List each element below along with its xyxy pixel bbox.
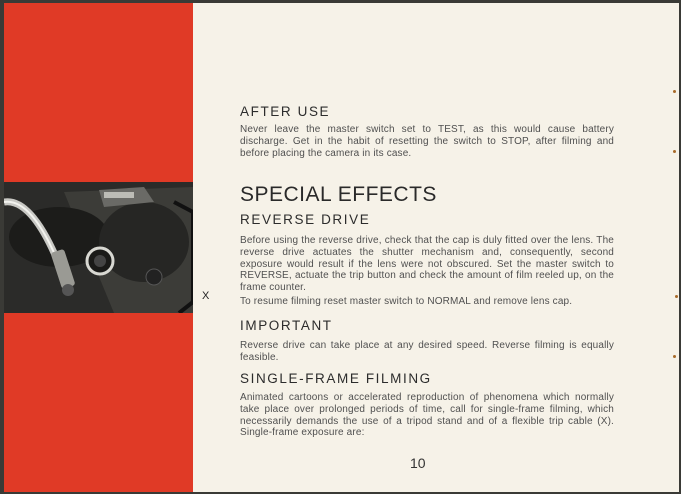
margin-mark [673, 150, 676, 153]
heading-important: IMPORTANT [240, 318, 333, 333]
camera-photo [4, 182, 193, 313]
heading-after-use: AFTER USE [240, 104, 331, 119]
margin-mark [675, 295, 678, 298]
paragraph-single-frame: Animated cartoons or accelerated reproduction of phenomena which normally take place over prolonged periods of time, call for single-frame filming, which necessarily demands the use of a tripod stand and of a flexible trip cable (X). Single-frame exposure are: [240, 392, 614, 439]
heading-single-frame: SINGLE-FRAME FILMING [240, 371, 432, 386]
margin-mark [673, 355, 676, 358]
heading-reverse-drive: REVERSE DRIVE [240, 212, 371, 227]
margin-mark [673, 90, 676, 93]
paragraph-important: Reverse drive can take place at any desired speed. Reverse filming is equally feasible. [240, 340, 614, 363]
paragraph-resume-filming: To resume filming reset master switch to NORMAL and remove lens cap. [240, 296, 573, 307]
paragraph-after-use: Never leave the master switch set to TEST, as this would cause battery discharge. Get in the habit of resetting the switch to STOP, after filming and before placing the camera in its case. [240, 124, 614, 159]
figure-marker: X [202, 290, 210, 302]
paragraph-reverse-drive: Before using the reverse drive, check that the cap is duly fitted over the lens. The reverse drive actuates the shutter mechanism and, consequently, second exposure would result if the lens were not obscured. Set the master switch to REVERSE, actuate the trip button and check the amount of film reeled up, on the frame counter. [240, 235, 614, 294]
heading-special-effects: SPECIAL EFFECTS [240, 183, 437, 206]
page-number: 10 [410, 455, 426, 471]
